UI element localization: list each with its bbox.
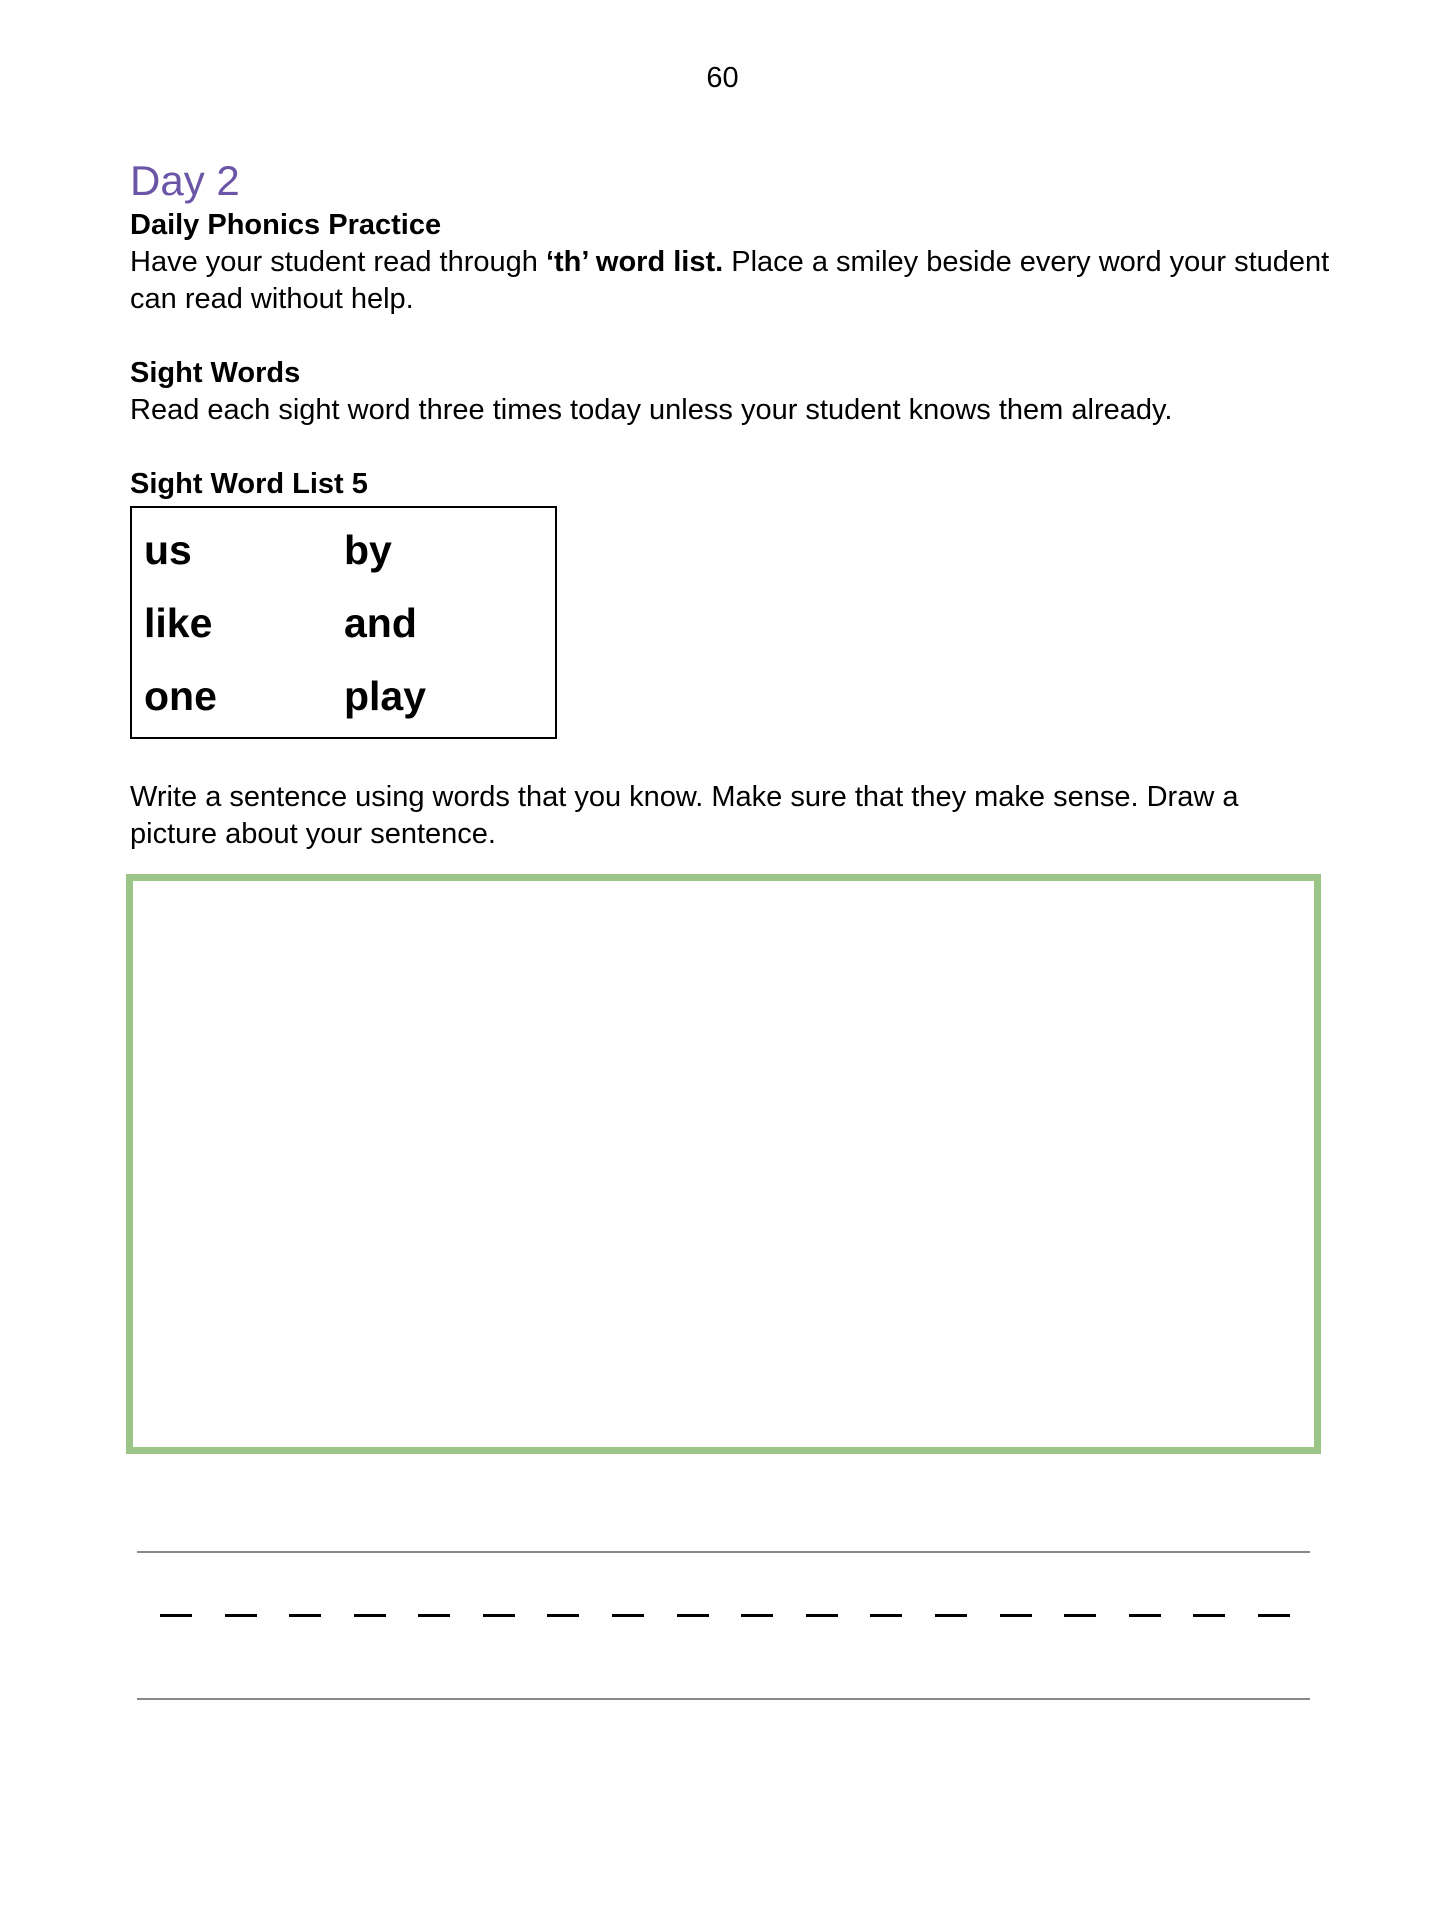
phonics-instructions xyxy=(130,244,1330,318)
sight-word: by xyxy=(344,527,392,573)
sight-word: us xyxy=(144,527,192,573)
table-row xyxy=(144,587,555,660)
midline-dash xyxy=(1193,1614,1225,1617)
table-row xyxy=(144,514,555,587)
sight-word: and xyxy=(344,600,417,646)
writing-bottom-line xyxy=(137,1698,1310,1700)
midline-dash xyxy=(354,1614,386,1617)
writing-midline xyxy=(160,1614,1290,1617)
midline-dash xyxy=(806,1614,838,1617)
day-title: Day 2 xyxy=(130,157,240,204)
midline-dash xyxy=(612,1614,644,1617)
word-list-heading: Sight Word List 5 xyxy=(130,468,368,500)
sight-word-table xyxy=(130,506,557,739)
sight-word: like xyxy=(144,600,213,646)
phonics-text-after: Place a smiley beside every word your student can read without help. xyxy=(130,246,1330,315)
midline-dash xyxy=(160,1614,192,1617)
midline-dash xyxy=(1000,1614,1032,1617)
midline-dash xyxy=(483,1614,515,1617)
sight-words-instructions: Read each sight word three times today unless your student knows them already. xyxy=(130,394,1173,426)
midline-dash xyxy=(677,1614,709,1617)
midline-dash xyxy=(870,1614,902,1617)
midline-dash xyxy=(1258,1614,1290,1617)
midline-dash xyxy=(741,1614,773,1617)
page-number: 60 xyxy=(706,62,739,94)
writing-top-line xyxy=(137,1551,1310,1553)
worksheet-content xyxy=(130,155,1330,853)
writing-prompt: Write a sentence using words that you know. Make sure that they make sense. Draw a picture about your sentence. xyxy=(130,781,1239,850)
midline-dash xyxy=(418,1614,450,1617)
phonics-heading: Daily Phonics Practice xyxy=(130,209,442,241)
table-row xyxy=(144,660,555,733)
midline-dash xyxy=(1064,1614,1096,1617)
sight-words-heading: Sight Words xyxy=(130,357,301,389)
midline-dash xyxy=(935,1614,967,1617)
phonics-text-before: Have your student read through xyxy=(130,246,546,278)
midline-dash xyxy=(547,1614,579,1617)
midline-dash xyxy=(1129,1614,1161,1617)
midline-dash xyxy=(225,1614,257,1617)
sight-word: play xyxy=(344,673,427,719)
drawing-area[interactable] xyxy=(126,874,1321,1454)
sight-word: one xyxy=(144,673,217,719)
phonics-text-bold: ‘th’ word list. xyxy=(545,246,724,278)
midline-dash xyxy=(289,1614,321,1617)
